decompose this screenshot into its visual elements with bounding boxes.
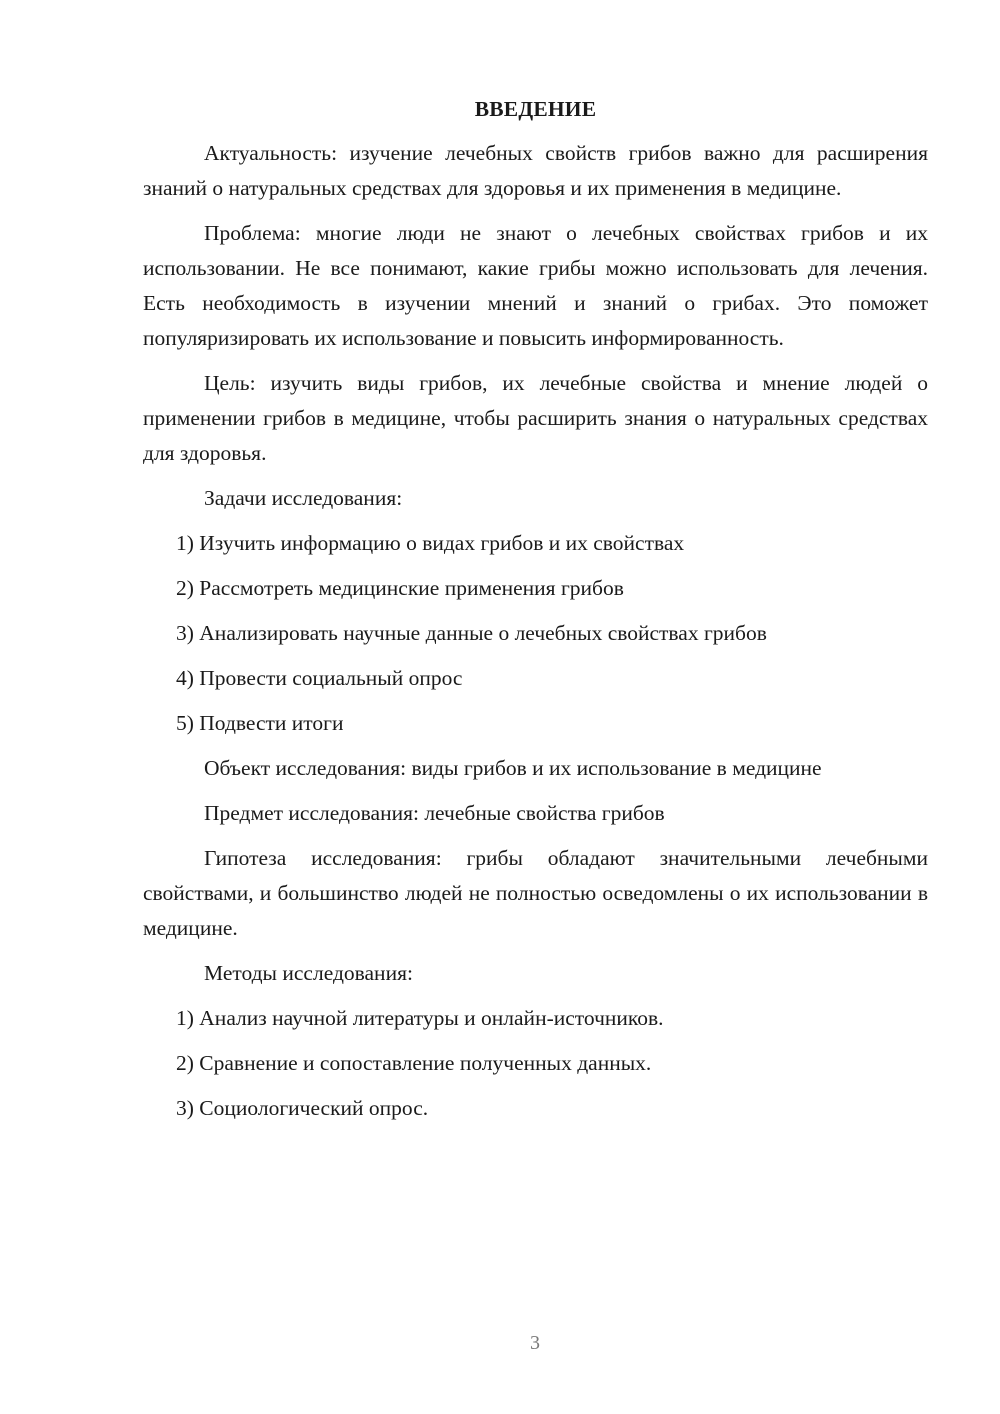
relevance-paragraph: Актуальность: изучение лечебных свойств грибов важно для расширения знаний о натуральных средствах для здоровья и их применения в медицине. bbox=[143, 141, 928, 200]
method-item: 3) Социологический опрос. bbox=[176, 1096, 429, 1120]
document-page bbox=[143, 92, 928, 1136]
methods-heading: Методы исследования: bbox=[204, 961, 413, 985]
tasks-heading: Задачи исследования: bbox=[204, 486, 403, 510]
tasks-list bbox=[143, 526, 928, 741]
method-item: 1) Анализ научной литературы и онлайн-источников. bbox=[176, 1006, 664, 1030]
problem-paragraph: Проблема: многие люди не знают о лечебных свойствах грибов и их использовании. Не все понимают, какие грибы можно использовать для лечения. Есть необходимость в изучении мнений и знаний о грибах. Это поможет популяризировать их использование и повысить информированность. bbox=[143, 221, 928, 350]
task-item: 4) Провести социальный опрос bbox=[176, 666, 463, 690]
task-item: 5) Подвести итоги bbox=[176, 711, 344, 735]
goal-paragraph: Цель: изучить виды грибов, их лечебные свойства и мнение людей о применении грибов в медицине, чтобы расширить знания о натуральных средствах для здоровья. bbox=[143, 371, 928, 465]
research-object: Объект исследования: виды грибов и их использование в медицине bbox=[204, 756, 822, 780]
section-title: ВВЕДЕНИЕ bbox=[474, 97, 597, 121]
page-number: 3 bbox=[530, 1332, 540, 1354]
methods-list bbox=[143, 1001, 928, 1126]
task-item: 1) Изучить информацию о видах грибов и их свойствах bbox=[176, 531, 685, 555]
task-item: 2) Рассмотреть медицинские применения грибов bbox=[176, 576, 624, 600]
task-item: 3) Анализировать научные данные о лечебных свойствах грибов bbox=[176, 621, 767, 645]
method-item: 2) Сравнение и сопоставление полученных данных. bbox=[176, 1051, 652, 1075]
hypothesis-paragraph: Гипотеза исследования: грибы обладают значительными лечебными свойствами, и большинство людей не полностью осведомлены о их использовании в медицине. bbox=[143, 846, 928, 940]
research-subject: Предмет исследования: лечебные свойства грибов bbox=[204, 801, 665, 825]
